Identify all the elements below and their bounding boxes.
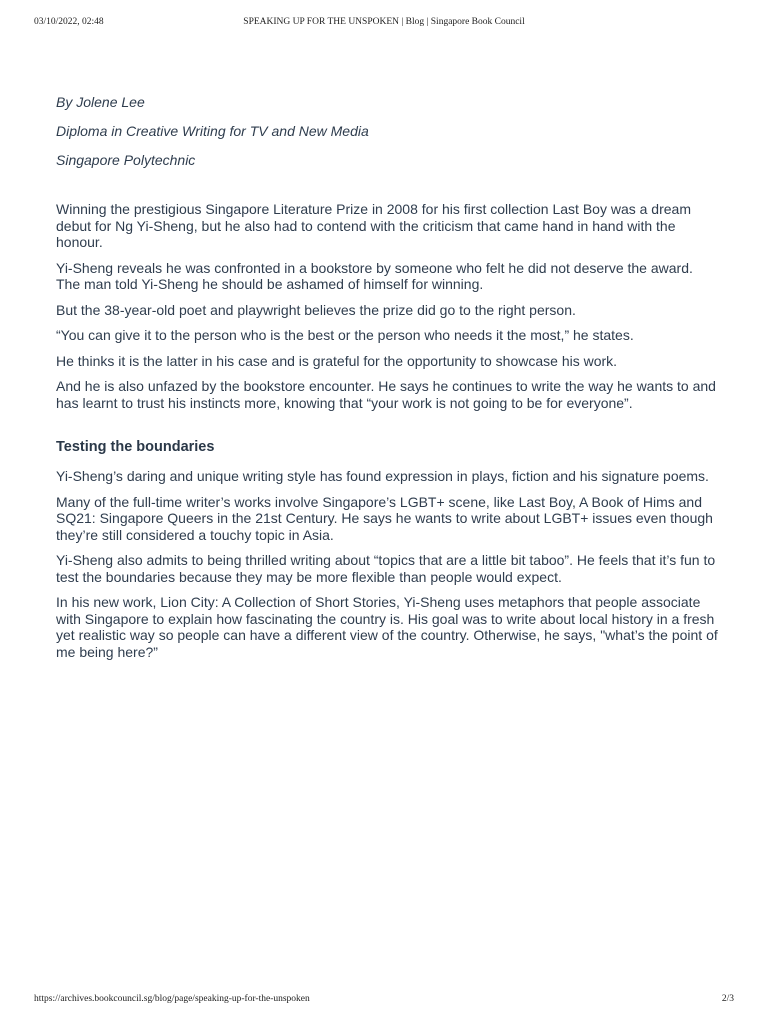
byline-school: Singapore Polytechnic	[56, 152, 196, 168]
paragraph: Yi-Sheng’s daring and unique writing style has found expression in plays, fiction and his signature poems.	[56, 468, 709, 484]
paragraph: Yi-Sheng also admits to being thrilled writing about “topics that are a little bit taboo”. He feels that it’s fun to test the boundaries because they may be more flexible than people would expect.	[56, 552, 716, 585]
paragraph: “You can give it to the person who is the best or the person who needs it the most,” he states.	[56, 327, 634, 343]
paragraph: He thinks it is the latter in his case and is grateful for the opportunity to showcase his work.	[56, 352, 618, 369]
byline-course: Diploma in Creative Writing for TV and New Media	[56, 123, 369, 139]
print-datetime: 03/10/2022, 02:48	[34, 17, 104, 27]
paragraph: Many of the full-time writer’s works involve Singapore’s LGBT+ scene, like Last Boy, A Book of Hims and SQ21: Singapore Queers in the 21st Century. He says he wants to write about LGBT+ issues even though they’re still considered a touchy topic in Asia.	[56, 493, 713, 543]
print-url: https://archives.bookcouncil.sg/blog/page/speaking-up-for-the-unspoken	[34, 994, 310, 1004]
paragraph: But the 38-year-old poet and playwright believes the prize did go to the right person.	[56, 301, 576, 318]
article-body	[56, 94, 718, 669]
paragraph: In his new work, Lion City: A Collection of Short Stories, Yi-Sheng uses metaphors that people associate with Singapore to explain how fascinating the country is. His goal was to write about local history in a fresh yet realistic way so people can have a different view of the country. Otherwise, he says, "what’s the point of me being here?”	[56, 594, 718, 660]
print-footer	[34, 994, 734, 1008]
print-page-title: SPEAKING UP FOR THE UNSPOKEN | Blog | Singapore Book Council	[243, 17, 525, 27]
page-number: 2/3	[721, 994, 734, 1004]
paragraph: And he is also unfazed by the bookstore encounter. He says he continues to write the way he wants to and has learnt to trust his instincts more, knowing that “your work is not going to be for everyone”.	[56, 378, 716, 411]
byline-author: By Jolene Lee	[56, 94, 145, 110]
paragraph: Winning the prestigious Singapore Literature Prize in 2008 for his first collection Last Boy was a dream debut for Ng Yi-Sheng, but he also had to contend with the criticism that came hand in hand with the honour.	[56, 201, 691, 250]
paragraph: Yi-Sheng reveals he was confronted in a bookstore by someone who felt he did not deserve the award. The man told Yi-Sheng he should be ashamed of himself for winning.	[56, 259, 693, 292]
print-header	[34, 17, 734, 31]
section-heading: Testing the boundaries	[56, 439, 215, 455]
